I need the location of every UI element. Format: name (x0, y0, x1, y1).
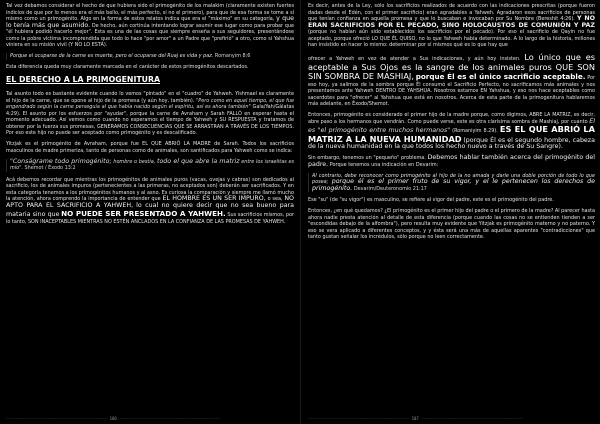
paragraph (308, 112, 595, 151)
paragraph-text: o sea, (267, 196, 283, 203)
page-footer: —————————————————————————————————————————— 106 —————————————————————————————————————————— (6, 416, 221, 421)
quote-text: Porque el ocuparse de la carne es muerte, pero el ocuparse del Ruaj es vida y paz. (10, 53, 214, 60)
quote-reference: Devarim/Deuteronomio 21:17 (353, 185, 427, 192)
quote-text: Al contrario, debe reconocer como primogénito al hijo de la no amada y darle una doble porción de todo lo que posea; (312, 172, 595, 186)
emphasis-text: ES EL QUE ABRIÓ LA MATRIZ A LA NUEVA HUMANIDAD (308, 124, 595, 144)
paragraph: Entonces, ¿en qué quedamos? ¿El primogénito es el primer hijo del padre o el primero de la madre? Al parecer hasta ahora nadie presta atención al detalle de esta diferencia (porque cuando las cosas no se entienden tienden a ser "escondidas debajo de la alfombra"), pero resulta muy evidente que Yitzjak es primogénito materno y no paterno. Y eso se vera aplicado a diferentes conceptos, y y ésta será una más de aquellas aparentes "contradicciones" que tanto gustan señalar los incrédulos, sólo porque no leen correctamente. (308, 208, 595, 241)
emphasis-text: NO PUEDE SER PRESENTADO A YAHWEH. (61, 209, 226, 219)
emphasis-text: EL HOMBRE ES UN SER IMPURO, (162, 195, 266, 203)
quote-reference: Shemot / Éxodo 13:2 (24, 165, 76, 172)
left-page (6, 3, 294, 419)
emphasis-text: Y NO ERAN SACRIFICIOS POR EL PECADO, SINO HOLOCAUSTOS DE COMUNIÓN Y PAZ (308, 15, 595, 29)
scripture-quote (6, 53, 294, 60)
quote-text: "Conságrame todo primogénito; (10, 157, 112, 165)
paragraph-text: ofrecer a Yahweh en vez de atender a Sus indicaciones, y aún hoy insisten. (308, 56, 521, 63)
paragraph-text: Tal asunto todo es bastante evidente cuando lo vemos "pintado" en el "cuadro" de Yahweh. Yishmael es claramente el hijo de la carne, que se opone al hijo de la promesa (y aún hoy, también). (6, 91, 294, 104)
paragraph (6, 177, 294, 226)
emphasis-text: NO APTO PARA EL SACRIFICIO A YAHWEH, (6, 195, 294, 209)
paragraph-text: Por eso hoy, ya salimos de la sombra porque Él consumó el Sacrificio Perfecto, no sacrificamos más animales y nos presentamos ante Yahweh DENTRO DE YAHSHUA. Nosotros estamos EN Yahshua, y eso nos hace aceptables como sacerdotes para "ofrecer" al Yahshua que está en nosotros. Acerca de esta parte de la primogenitura hablaremos más adelante, en Éxodo/Shemot. (308, 75, 595, 108)
inline-quote: "Pero como en aquel tiempo, el que fue engendrado según la carne perseguía al que había nacido según el espíritu, así es ahora también" (6, 97, 294, 111)
paragraph: Ese "su" (de "su vigor") es masculino, se refiere al vigor del padre, este es el primogénito del padre. (308, 196, 554, 203)
scripture-quote (6, 159, 294, 172)
emphasis-text: Debemos hablar también acerca del primogénito del padre. (308, 154, 595, 168)
paragraph (308, 53, 595, 108)
paragraph-text: Gala/Yah/Gálatas 4:29). El asunto por los esfuerzos por "ayudar", porque la carne de Avraham y Sarah FALLÓ en esperar hasta el momento adecuado. Así vemos como cuando no esperamos el tiempo de Yahweh y SU RESPUESTA y tratamos de obtener por la fuerza sus promesas, GENERAMOS CONSECUENCIAS QUE SE ARRASTRAN A TRAVÉS DE LOS TIEMPOS. (6, 104, 294, 130)
right-page (308, 3, 595, 419)
paragraph: Esta diferencia queda muy claramente marcada en el carácter de estos primogénitos descartados. (6, 64, 249, 71)
quote-reference: Romanyim 8:6 (214, 53, 251, 60)
paragraph: Yitzjak es el primogénito de Avraham, porque fue EL QUE ABRIÓ LA MADRE de Sarah. Todos los sacrificios masculinos de madre primeriza, tanto de personas como de animales, son santificados para Yahweh como se indica: (6, 141, 294, 154)
paragraph (308, 3, 595, 49)
quote-text: todo el que abre la matriz (156, 157, 240, 165)
paragraph (6, 91, 294, 137)
page-footer: —————————————————————————————————————————— 107 —————————————————————————————————————————— (308, 416, 523, 421)
inline-quote: Él es "el primogénito entre muchos hermanos" (308, 117, 595, 135)
quote-text: entre los israelitas es mío". (10, 158, 294, 172)
paragraph-text: (Romaniyim 8.29). (452, 128, 498, 135)
scripture-quote (308, 173, 595, 193)
quote-text: porque él es el primer fruto de su vigor, y el le pertenecen los derechos de primogénito. (312, 178, 595, 192)
page-gutter (300, 0, 301, 424)
page-number: 106 (109, 416, 117, 421)
paragraph-text: Tal vez debamos considerar el hecho de que hubiera sido el primogénito de los malakim (claramente existen fuertes indicios de que por lo menos era el más bello, el más perfecto, si no el primero), para que de esa forma se tome a sí mismo como un primogénito. Algo en la forma de estos relatos indica que era el "máximo" en su categoría, (6, 3, 294, 22)
emphasis-text: (porque Él es el segundo hombre, cabeza de la nueva humanidad en la que todos los hecho nuevo a través de Su Sangre). (308, 136, 595, 151)
paragraph-text: Acá debemos recordar que mientras los primogénitos de animales puros (vacas, ovejas y cabras) son dedicados al sacrificio, los de animales impuros (pertenecientes a las primeras, no aceptados son) deberán ser sacrificados. Y en esta categoría tenemos a los primogénitos humanos y al asno. Es curiosa la comparación y siempre me llamó mucho la atención, ahora comprendo la importancia de entender que (6, 176, 294, 203)
emphasis-text: lo cual no quiere decir que no sea bueno para mataria sino que (6, 201, 294, 219)
paragraph-text: De hecho, aún cortinúa intentando lograr asumir ese lugar como para probar que "él hubiera podido hacerlo mejor". Esta es una de las cosas que siempre enseña a sus seguidores, presentándose como la pobre víctima incomprendida que todo lo hace "por amor" a un Padre que "prefirió" a otro, como si Yahshua viniera en su misión vivil (Y NO LO ESTÁ). (6, 22, 294, 48)
paragraph-text: Entonces, primogénito es considerado el primer hijo de la madre porque, como digimos, ABRE LA MATRIZ, es decir, abre paso a los hermanos que vendrán. Como puede verse, este es otra clarísima sombra de Mashiaj, por cuanto (308, 112, 595, 125)
paragraph-text: Porque tenemos una indicación en Devarim: (329, 161, 439, 168)
emphasis-text: porque Él es el único sacrificio aceptable. (415, 72, 586, 82)
section-heading: EL DERECHO A LA PRIMOGENITURA (6, 75, 161, 85)
paragraph (6, 3, 294, 49)
paragraph-text: Sin embargo, tenemos un "pequeño" problema. (308, 155, 426, 162)
emphasis-text: y que lo tenía más que asumido. (6, 15, 294, 29)
paragraph-text: (porque no habían aún sido establecidos los sacrificios por el pecado). Por eso el sacrificio de Qayin no fue aceptado, porque ofreció LO QUE ÉL QUISO, no lo que Yahweh había determinado. A lo largo de la historia, millones han insistido en hacer lo mismo: determinar por sí mismos qué es lo que hay que (308, 29, 595, 48)
paragraph-text: Es decir, antes de la Ley, sólo los sacrificios realizados de acuerdo con las indicaciones prescritas (porque fueron dadas desde el Edén, con el primer sacrificio) eran agradables a Yahweh. Agradaron esos sacrificios de personas que tenían confianza en aquella promesa y que lo buscaban e invocaban por Su Nombre (Bereshit 4:26). (308, 3, 595, 22)
paragraph (308, 155, 595, 168)
quote-text: hombre o bestia, (113, 158, 156, 165)
page-number: 107 (411, 416, 419, 421)
emphasis-text: Lo único que es aceptable a Sus Ojos es la sangre de los animales puros QUE SON SIN SOMBRA DE MASHIAJ, (308, 52, 595, 82)
paragraph-text: Por eso este hijo no puede ser aceptado como primogénito y es descalificado. (6, 130, 198, 137)
paragraph-text: Sus sacrificios mismos, por lo tanto, SON INACEPTABLES MIENTRAS NO ESTÉN ANCLADOS EN LA CONFIANZA DE LAS PROMESAS DE YAHWEH. (6, 212, 294, 225)
